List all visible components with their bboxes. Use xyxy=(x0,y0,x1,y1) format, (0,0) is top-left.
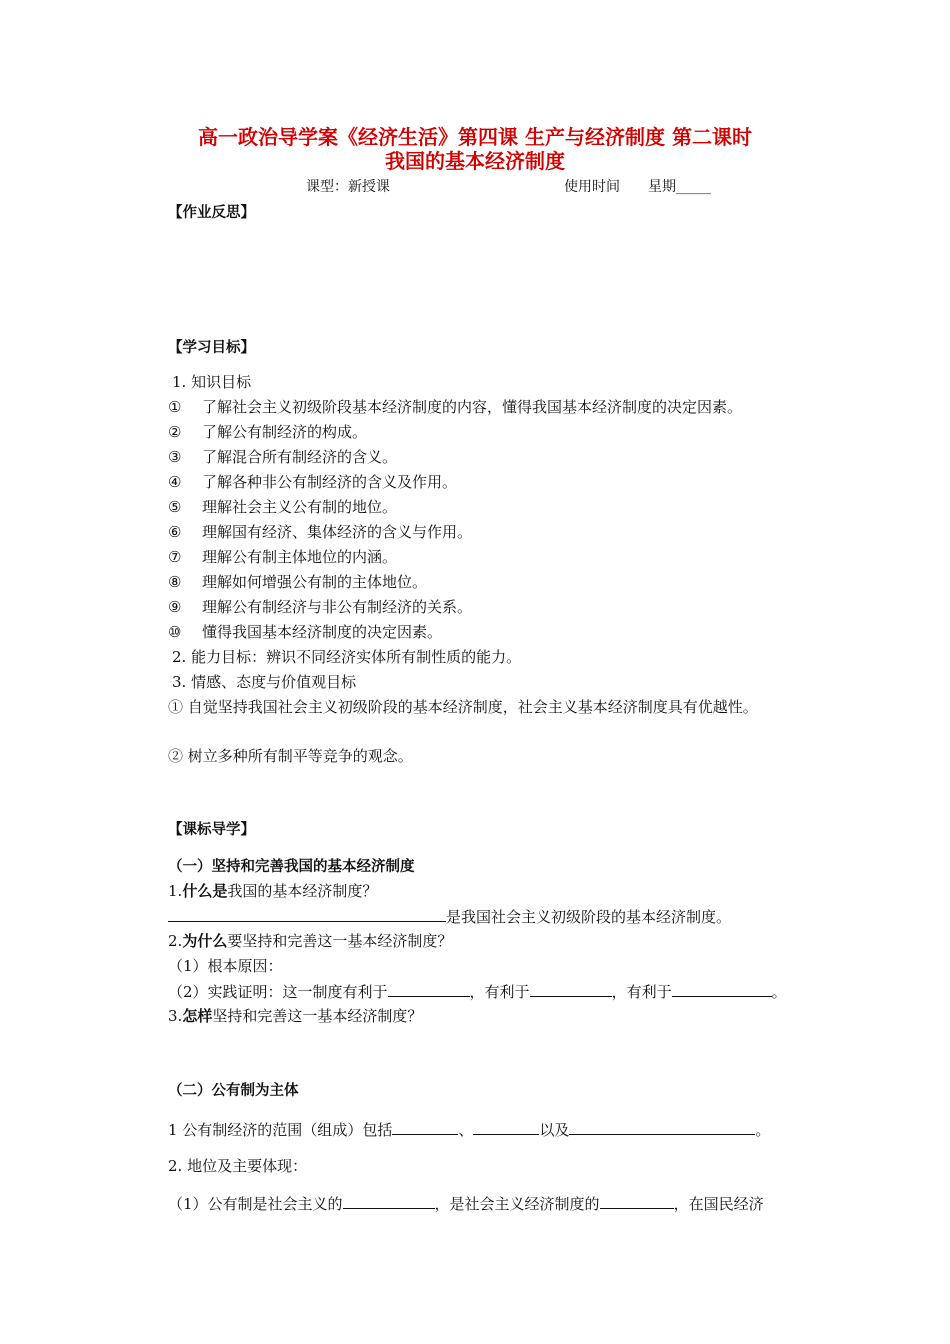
q2-prefix: 2. xyxy=(168,932,183,950)
practice-text-1: （2）实践证明：这一制度有利于 xyxy=(168,983,388,1001)
knowledge-goal-item xyxy=(168,497,397,517)
q1-prefix: 1. xyxy=(168,882,183,900)
answer-blank[interactable] xyxy=(392,1119,458,1135)
question-2-reason: （1）根本原因： xyxy=(168,957,283,975)
scope-text-3: 以及 xyxy=(539,1121,570,1139)
goal-number: ③ xyxy=(168,448,182,466)
q1-keyword: 什么是 xyxy=(182,882,228,900)
q2-keyword: 为什么 xyxy=(182,932,228,950)
emotion-goal-1: ① 自觉坚持我国社会主义初级阶段的基本经济制度，社会主义基本经济制度具有优越性。 xyxy=(168,698,758,716)
answer-blank[interactable] xyxy=(388,981,470,997)
section-learning-goals: 【学习目标】 xyxy=(168,340,255,356)
status-text-1: （1）公有制是社会主义的 xyxy=(168,1195,343,1213)
goal-text: 了解公有制经济的构成。 xyxy=(202,423,368,441)
q1-answer-suffix: 是我国社会主义初级阶段的基本经济制度。 xyxy=(446,908,732,926)
status-text-2: ，是社会主义经济制度的 xyxy=(434,1195,600,1213)
knowledge-goal-item xyxy=(168,522,472,542)
knowledge-goal-item xyxy=(168,547,397,567)
goal-number: ⑤ xyxy=(168,498,182,516)
page-title: 高一政治导学案《经济生活》第四课 生产与经济制度 第二课时 xyxy=(198,125,752,149)
emotion-goal-heading: 3. 情感、态度与价值观目标 xyxy=(172,673,357,691)
question-1-answer xyxy=(168,906,731,927)
weekday-field: 星期_____ xyxy=(648,179,711,195)
knowledge-goal-item xyxy=(168,472,457,492)
answer-blank[interactable] xyxy=(530,981,612,997)
goal-text: 理解公有制主体地位的内涵。 xyxy=(202,548,398,566)
knowledge-goal-item xyxy=(168,597,472,617)
q3-prefix: 3. xyxy=(168,1007,183,1025)
page-subtitle: 我国的基本经济制度 xyxy=(385,149,565,173)
section-curriculum-guide: 【课标导学】 xyxy=(168,822,255,838)
status-line-1 xyxy=(168,1193,764,1214)
goal-text: 理解国有经济、集体经济的含义与作用。 xyxy=(202,523,473,541)
section-homework-reflection: 【作业反思】 xyxy=(168,205,255,221)
knowledge-goal-item xyxy=(168,397,742,417)
q2-text: 要坚持和完善这一基本经济制度？ xyxy=(227,932,453,950)
practice-text-3: ，有利于 xyxy=(611,983,672,1001)
goal-number: ① xyxy=(168,398,182,416)
answer-blank[interactable] xyxy=(672,981,772,997)
part2-heading: （二）公有制为主体 xyxy=(168,1083,299,1099)
lesson-type: 课型：新授课 xyxy=(306,179,390,195)
goal-number: ⑧ xyxy=(168,573,182,591)
emotion-goal-2: ② 树立多种所有制平等竞争的观念。 xyxy=(168,747,413,765)
ability-goal: 2. 能力目标：辨识不同经济实体所有制性质的能力。 xyxy=(172,648,522,666)
goal-number: ⑨ xyxy=(168,598,182,616)
goal-text: 理解公有制经济与非公有制经济的关系。 xyxy=(202,598,473,616)
goal-text: 了解各种非公有制经济的含义及作用。 xyxy=(202,473,458,491)
goal-number: ⑦ xyxy=(168,548,182,566)
goal-text: 理解如何增强公有制的主体地位。 xyxy=(202,573,428,591)
goal-text: 懂得我国基本经济制度的决定因素。 xyxy=(202,623,443,641)
goal-text: 了解混合所有制经济的含义。 xyxy=(202,448,398,466)
scope-text-4: 。 xyxy=(755,1121,771,1139)
knowledge-goal-item xyxy=(168,447,397,467)
q3-keyword: 怎样 xyxy=(182,1007,213,1025)
use-time-label: 使用时间 xyxy=(564,179,620,195)
answer-blank[interactable] xyxy=(569,1119,755,1135)
status-heading: 2. 地位及主要体现： xyxy=(168,1157,308,1175)
practice-text-4: 。 xyxy=(771,983,787,1001)
public-economy-scope xyxy=(168,1119,770,1140)
question-1 xyxy=(168,881,377,901)
goal-text: 了解社会主义初级阶段基本经济制度的内容，懂得我国基本经济制度的决定因素。 xyxy=(202,398,743,416)
q3-text: 坚持和完善这一基本经济制度？ xyxy=(212,1007,423,1025)
question-2-practice xyxy=(168,981,787,1002)
goal-number: ④ xyxy=(168,473,182,491)
answer-blank[interactable] xyxy=(343,1193,435,1209)
goal-number: ⑥ xyxy=(168,523,182,541)
knowledge-goal-item xyxy=(168,422,367,442)
part1-heading: （一）坚持和完善我国的基本经济制度 xyxy=(168,859,415,875)
answer-blank[interactable] xyxy=(600,1193,674,1209)
goal-number: ⑩ xyxy=(168,623,182,641)
status-text-3: ，在国民经济 xyxy=(673,1195,764,1213)
knowledge-goal-item xyxy=(168,572,427,592)
answer-blank[interactable] xyxy=(168,906,446,922)
question-2 xyxy=(168,931,452,951)
knowledge-goal-heading: 1. 知识目标 xyxy=(172,373,252,391)
scope-text-2: 、 xyxy=(458,1121,474,1139)
question-3 xyxy=(168,1006,422,1026)
scope-text-1: 1 公有制经济的范围（组成）包括 xyxy=(168,1121,393,1139)
goal-number: ② xyxy=(168,423,182,441)
goal-text: 理解社会主义公有制的地位。 xyxy=(202,498,398,516)
q1-text: 我国的基本经济制度？ xyxy=(227,882,378,900)
knowledge-goal-item xyxy=(168,622,442,642)
practice-text-2: ，有利于 xyxy=(469,983,530,1001)
answer-blank[interactable] xyxy=(473,1119,539,1135)
